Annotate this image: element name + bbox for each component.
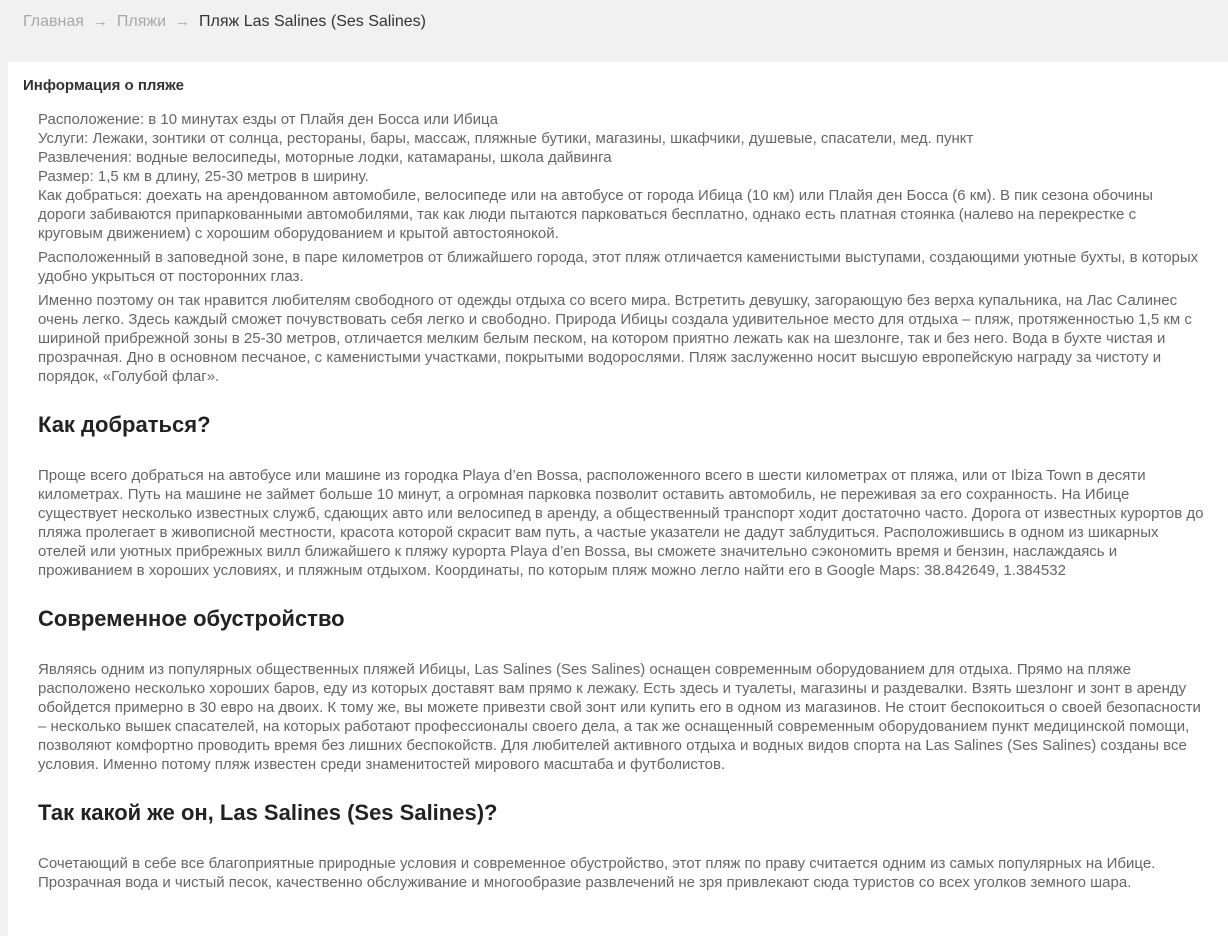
info-directions: Как добраться: доехать на арендованном автомобиле, велосипеде или на автобусе от города Ибица (10 км) или Плайя ден Босса (6 км). В пик сезона обочины дороги забиваются припаркованными автомобилями, так как люди пытаются парковаться бесплатно, однако есть платная стоянка (налево на перекрестке с круговым движением) с хорошим оборудованием и крытой автостоянокой. xyxy=(38,187,1153,242)
intro-paragraph: Именно поэтому он так нравится любителям свободного от одежды отдыха со всего мира. Встретить девушку, загорающую без верха купальника, на Лас Салинес очень легко. Здесь каждый сможет почувствовать себя легко и свободно. Природа Ибицы создала удивительное место для отдыха – пляж, протяженностью 1,5 км с шириной прибрежной зоны в 25-30 метров, отличается мелким белым песком, на котором приятно лежать как на шезлонге, так и без него. Вода в бухте чистая и прозрачная. Дно в основном песчаное, с каменистыми участками, покрытыми водорослями. Пляж заслуженно носит высшую европейскую награду за чистоту и порядок, «Голубой флаг». xyxy=(38,292,1192,385)
breadcrumb-arrow-icon: → xyxy=(175,13,191,30)
breadcrumb-arrow-icon: → xyxy=(92,13,108,30)
info-services: Услуги: Лежаки, зонтики от солнца, рестораны, бары, массаж, пляжные бутики, магазины, шкафчики, душевые, спасатели, мед. пункт xyxy=(38,130,974,147)
section-heading-summary: Так какой же он, Las Salines (Ses Salines)? xyxy=(38,800,498,825)
breadcrumb-home-link[interactable]: Главная xyxy=(23,13,84,30)
section-text-facilities: Являясь одним из популярных общественных пляжей Ибицы, Las Salines (Ses Salines) оснащен современным оборудованием для отдыха. Прямо на пляже расположено несколько хороших баров, еду из которых доставят вам прямо к лежаку. Есть здесь и туалеты, магазины и раздевалки. Взять шезлонг и зонт в аренду обойдется примерно в 30 евро на двоих. К тому же, вы можете привезти свой зонт или купить его в одном из магазинов. Не стоит беспокоиться о своей безопасности – несколько вышек спасателей, на которых работают профессионалы своего дела, а так же оснащенный современным оборудованием пункт медицинской помощи, позволяют комфортно проводить время без лишних беспокойств. Для любителей активного отдыха и водных видов спорта на Las Salines (Ses Salines) созданы все условия. Именно потому пляж известен среди знаменитостей мирового масштаба и футболистов. xyxy=(38,661,1201,773)
section-text-summary: Сочетающий в себе все благоприятные природные условия и современное обустройство, этот пляж по праву считается одним из самых популярных на Ибице. Прозрачная вода и чистый песок, качественно обслуживание и многообразие развлечений не зря привлекают сюда туристов со всех уголков земного шара. xyxy=(38,855,1156,891)
intro-paragraph: Расположенный в заповедной зоне, в паре километров от ближайшего города, этот пляж отличается каменистыми выступами, создающими уютные бухты, в которых удобно укрыться от посторонних глаз. xyxy=(38,249,1199,285)
section-text-directions: Проще всего добраться на автобусе или машине из городка Playa d’en Bossa, расположенного всего в шести километрах от пляжа, или от Ibiza Town в десяти километрах. Путь на машине не займет больше 10 минут, а огромная парковка позволит оставить автомобиль, не переживая за его сохранность. На Ибице существует несколько известных служб, сдающих авто или велосипед в аренду, а общественный транспорт ходит достаточно часто. Дорога от известных курортов до пляжа пролегает в живописной местности, красота которой скрасит вам путь, а частые указатели не дадут заблудиться. Расположившись в одном из шикарных отелей или уютных прибрежных вилл ближайшего к пляжу курорта Playa d’en Bossa, вы сможете значительно сэкономить время и бензин, наслаждаясь и проживанием в хороших условиях, и пляжным отдыхом. Координаты, по которым пляж можно легло найти его в Google Maps: 38.842649, 1.384532 xyxy=(38,467,1204,579)
section-heading-directions: Как добраться? xyxy=(38,412,211,437)
breadcrumb-beaches-link[interactable]: Пляжи xyxy=(116,13,167,30)
info-lines xyxy=(38,110,1204,243)
section-heading-facilities: Современное обустройство xyxy=(38,606,345,631)
breadcrumb xyxy=(8,0,1228,46)
breadcrumb-current: Пляж Las Salines (Ses Salines) xyxy=(199,13,427,30)
info-size: Размер: 1,5 км в длину, 25-30 метров в ширину. xyxy=(38,168,369,185)
info-section-title: Информация о пляже xyxy=(23,77,184,94)
beach-info-panel xyxy=(8,62,1228,936)
article-body xyxy=(38,110,1204,897)
info-location: Расположение: в 10 минутах езды от Плайя ден Босса или Ибица xyxy=(38,111,498,128)
info-entertainment: Развлечения: водные велосипеды, моторные лодки, катамараны, школа дайвинга xyxy=(38,149,612,166)
